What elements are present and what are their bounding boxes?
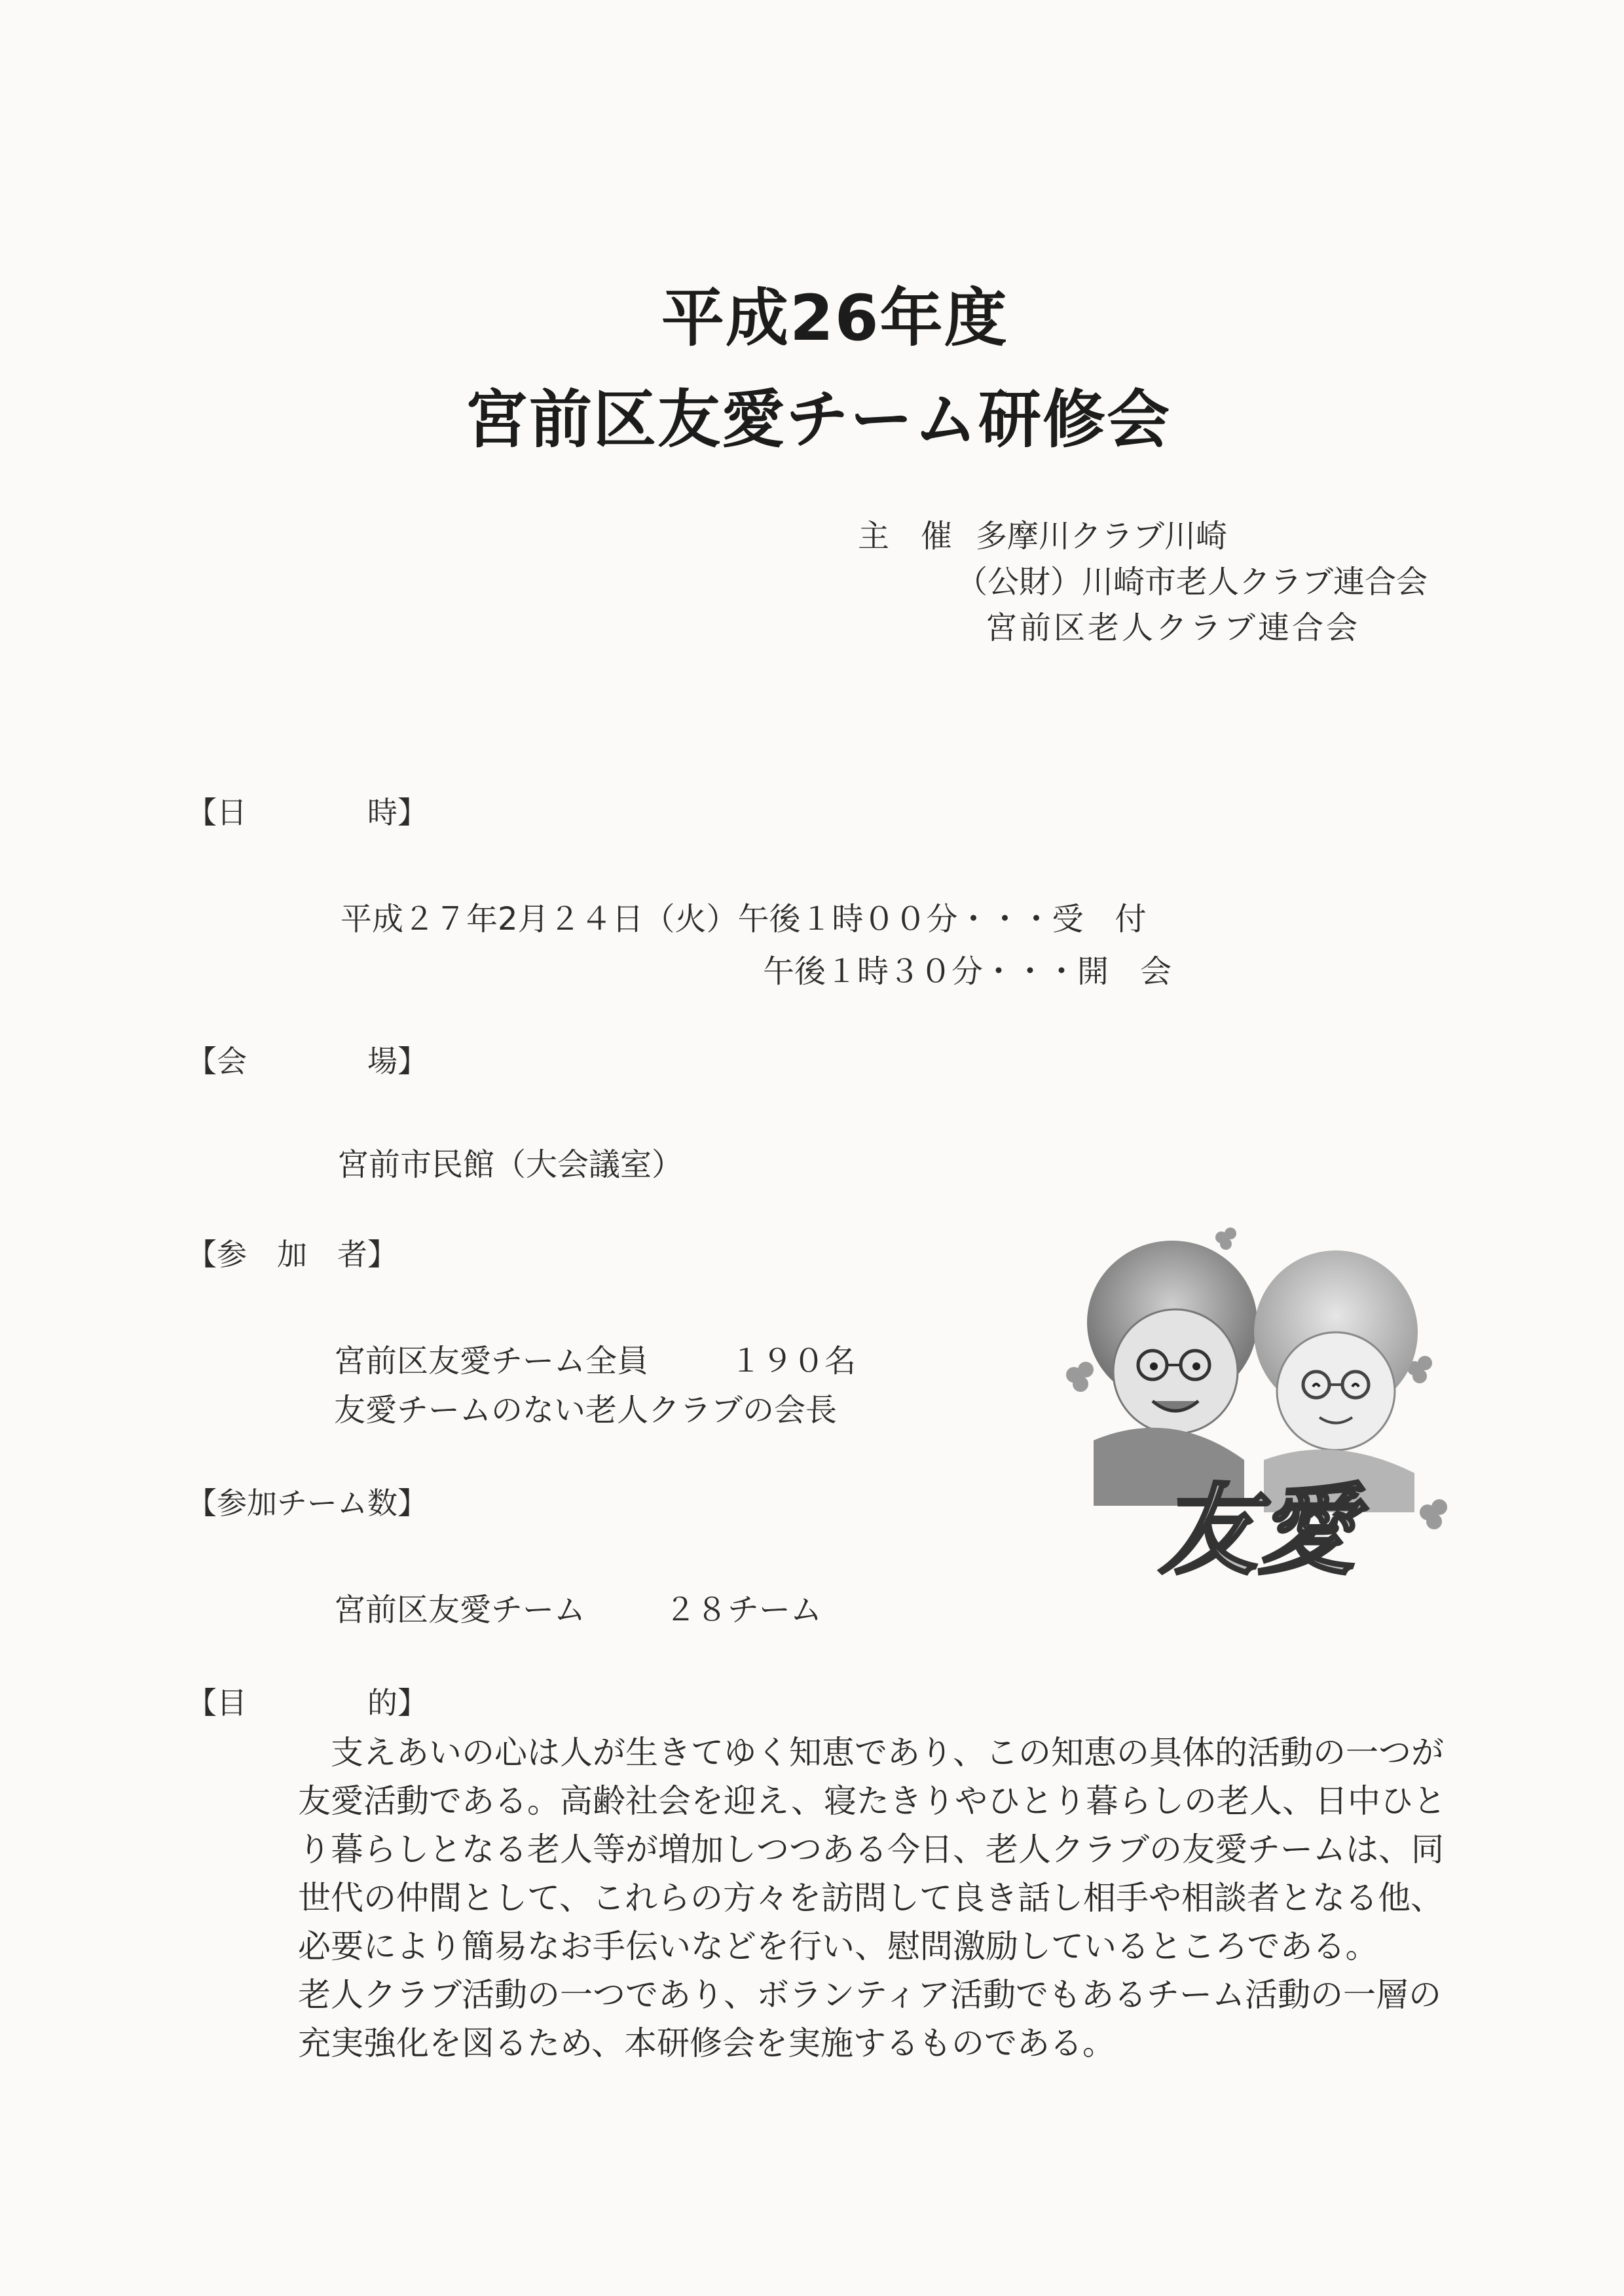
page-title-line2: 宮前区友愛チーム研修会 — [465, 383, 1171, 456]
purpose-line: 世代の仲間として、これらの方々を訪問して良き話し相手や相談者となる他、 — [298, 1879, 1443, 1917]
organizer-1: 多摩川クラブ川崎 — [976, 518, 1228, 555]
organizer-3: 宮前区老人クラブ連合会 — [986, 610, 1361, 646]
purpose-text — [298, 1728, 1446, 2068]
mascot-caption: 友愛 — [1158, 1473, 1356, 1588]
teams-name: 宮前区友愛チーム — [334, 1592, 586, 1628]
purpose-line: り暮らしとなる老人等が増加しつつある今日、老人クラブの友愛チームは、同 — [298, 1831, 1444, 1868]
purpose-line: 充実強化を図るため、本研修会を実施するものである。 — [298, 2024, 1115, 2062]
purpose-line: 支えあいの心は人が生きてゆく知恵であり、この知恵の具体的活動の一つが — [298, 1734, 1444, 1772]
page-title-line1: 平成26年度 — [661, 282, 1008, 355]
organizer-label: 主 催 — [858, 518, 953, 555]
participants-line2: 友愛チームのない老人クラブの会長 — [334, 1392, 838, 1429]
elderly-couple-illustration-icon — [1048, 1224, 1467, 1591]
participants-heading: 【参 加 者】 — [187, 1237, 397, 1272]
schedule-line1: 平成２７年2月２４日（火）午後１時００分・・・受 付 — [341, 901, 1147, 938]
venue-heading: 【会 場】 — [187, 1044, 428, 1079]
teams-heading: 【参加チーム数】 — [187, 1485, 428, 1521]
participants-line1-count: １９０名 — [730, 1343, 857, 1379]
purpose-line: 友愛活動である。高齢社会を迎え、寝たきりやひとり暮らしの老人、日中ひと — [298, 1782, 1446, 1820]
participants-line1-name: 宮前区友愛チーム全員 — [334, 1343, 649, 1379]
schedule-line2: 午後１時３０分・・・開 会 — [763, 953, 1172, 990]
purpose-line: 老人クラブ活動の一つであり、ボランティア活動でもあるチーム活動の一層の — [298, 1976, 1441, 2014]
venue-value: 宮前市民館（大会議室） — [337, 1146, 684, 1183]
organizer-2: （公財）川崎市老人クラブ連合会 — [956, 564, 1428, 600]
purpose-heading: 【目 的】 — [187, 1685, 428, 1721]
purpose-line: 必要により簡易なお手伝いなどを行い、慰問激励しているところである。 — [298, 1927, 1378, 1965]
schedule-heading: 【日 時】 — [187, 795, 428, 830]
teams-count: ２８チーム — [665, 1592, 822, 1628]
mascot-svg — [1048, 1224, 1467, 1591]
